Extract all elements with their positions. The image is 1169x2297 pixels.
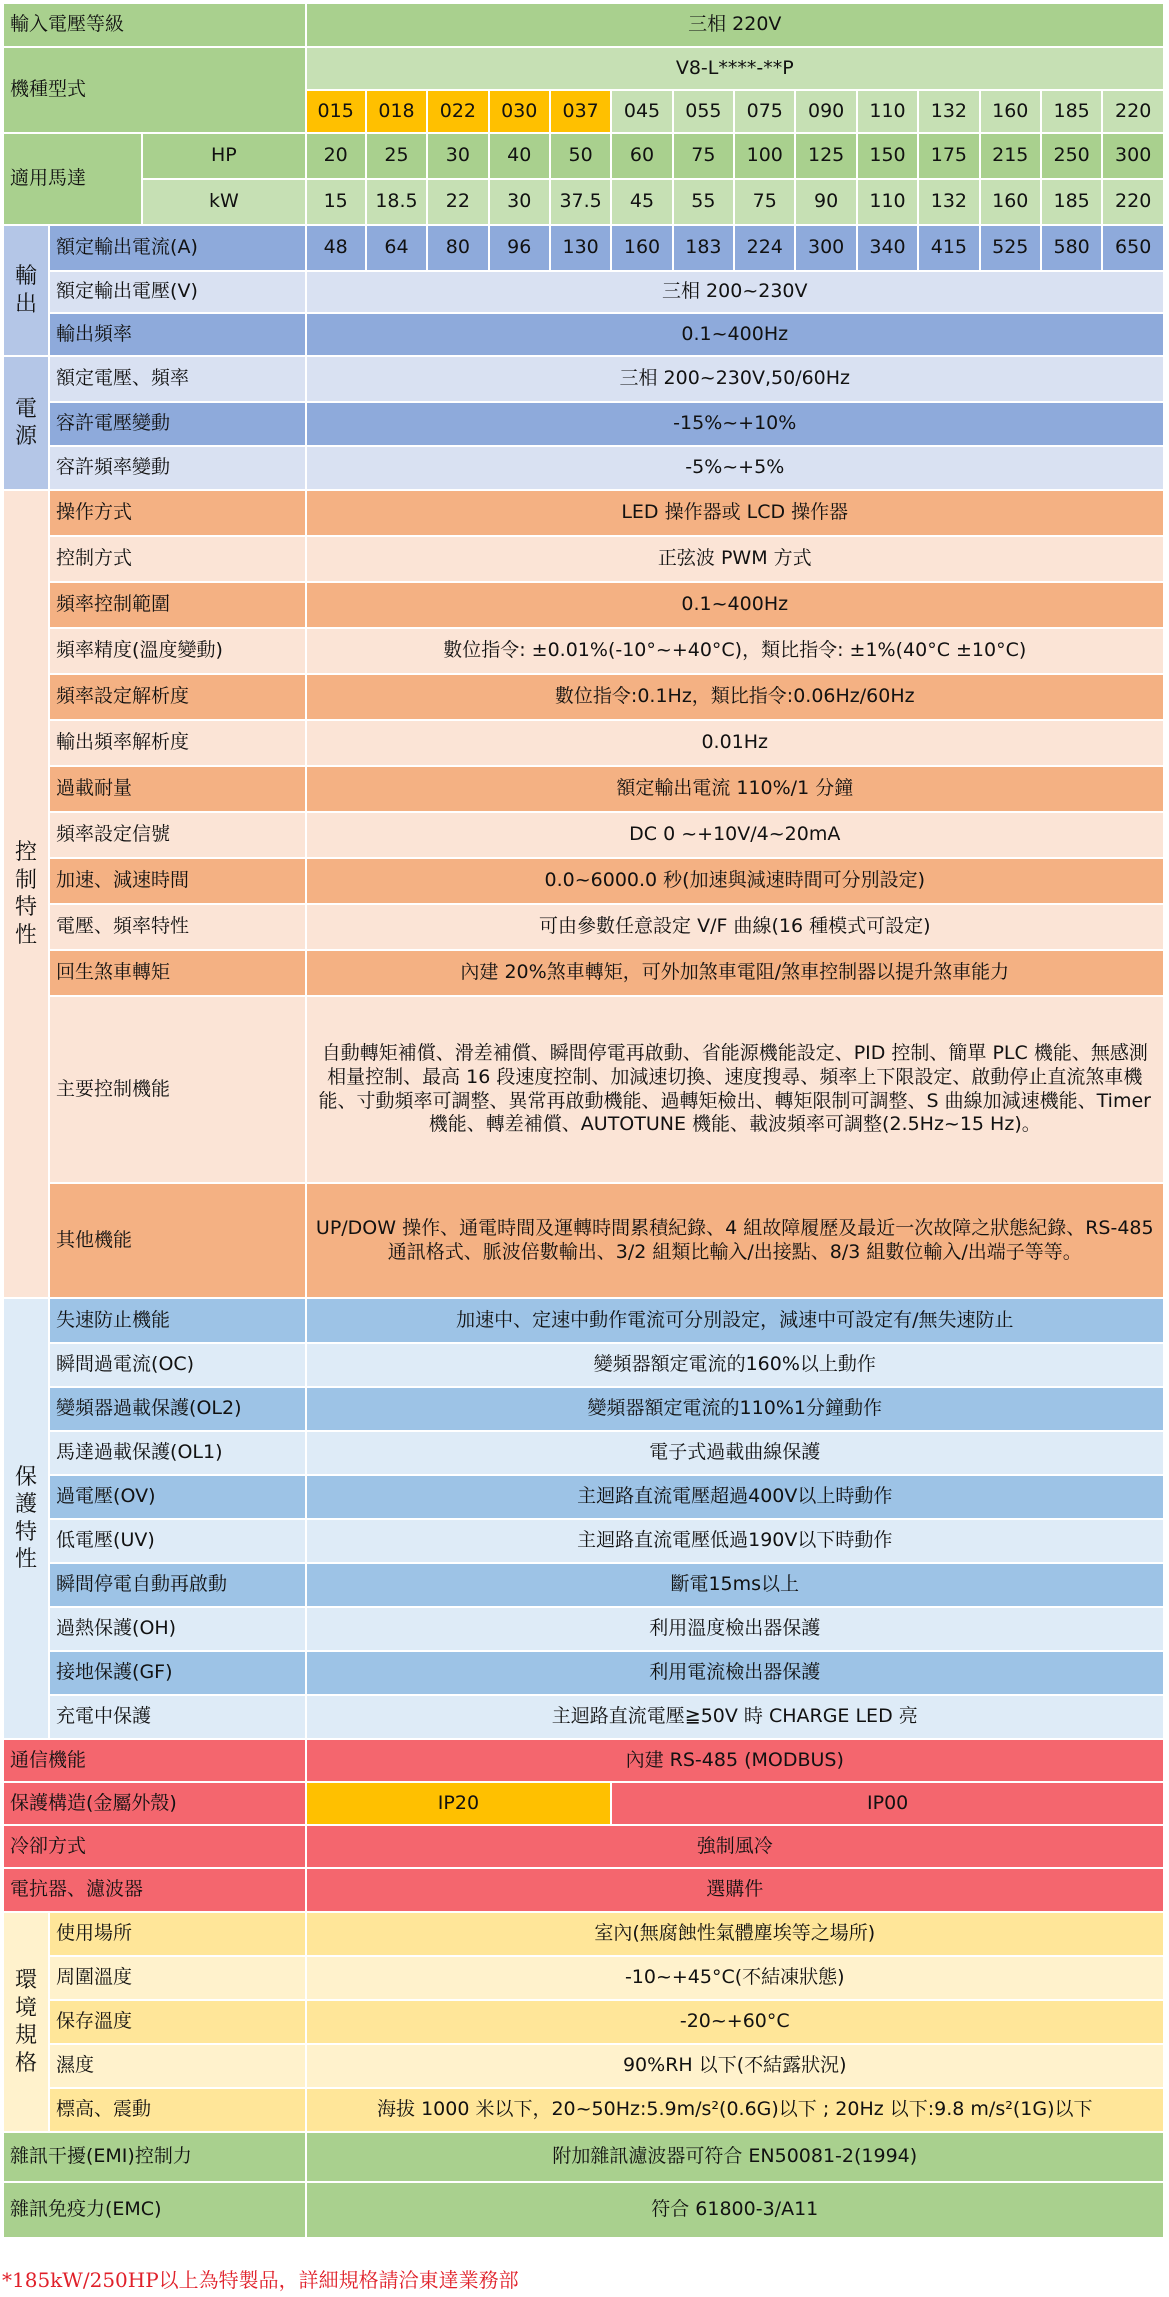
hp-value: 20 [306,133,366,179]
power-row-label: 容許頻率變動 [49,446,306,490]
model-code: 030 [489,90,550,133]
power-row-label: 容許電壓變動 [49,402,306,446]
kw-value: 55 [673,179,734,225]
output-current-value: 650 [1102,225,1164,271]
control-row-value: UP/DOW 操作、通電時間及運轉時間累積紀錄、4 組故障履歷及最近一次故障之狀態紀錄、RS-485 通訊格式、脈波倍數輸出、3/2 組類比輸入/出接點、8/3 組數位輸入/出端子等等。 [306,1183,1164,1298]
hp-value: 40 [489,133,550,179]
kw-value: 15 [306,179,366,225]
model-code: 132 [918,90,979,133]
comm-value: 內建 RS-485 (MODBUS) [306,1739,1164,1782]
kw-value: 110 [857,179,918,225]
protection-row-label: 過電壓(OV) [49,1475,306,1519]
control-row-label: 輸出頻率解析度 [49,720,306,766]
environment-row-label: 使用場所 [49,1912,306,1956]
emi-label: 雜訊干擾(EMI)控制力 [3,2132,306,2182]
control-row-value: 0.0~6000.0 秒(加速與減速時間可分別設定) [306,858,1164,904]
hp-value: 25 [366,133,427,179]
output-current-value: 525 [980,225,1041,271]
control-row-label: 加速、減速時間 [49,858,306,904]
hp-value: 100 [734,133,795,179]
model-code: 185 [1041,90,1102,133]
protection-row-label: 變頻器過載保護(OL2) [49,1387,306,1431]
power-row-value: -15%~+10% [306,402,1164,446]
emc-value: 符合 61800-3/A11 [306,2182,1164,2238]
protection-row-value: 主迴路直流電壓超過400V以上時動作 [306,1475,1164,1519]
environment-group-label: 環境規格 [3,1912,49,2132]
control-row-value: 內建 20%煞車轉矩，可外加煞車電阻/煞車控制器以提升煞車能力 [306,950,1164,996]
model-code: 075 [734,90,795,133]
output-current-value: 415 [918,225,979,271]
control-row-value: 額定輸出電流 110%/1 分鐘 [306,766,1164,812]
power-group-label: 電源 [3,356,49,490]
control-row-value: LED 操作器或 LCD 操作器 [306,490,1164,536]
kw-label: kW [142,179,305,225]
hp-value: 75 [673,133,734,179]
protection-row-value: 變頻器額定電流的160%以上動作 [306,1343,1164,1387]
hp-value: 215 [980,133,1041,179]
protection-row-label: 失速防止機能 [49,1298,306,1343]
control-row-value: 0.1~400Hz [306,582,1164,628]
output-current-value: 183 [673,225,734,271]
kw-value: 185 [1041,179,1102,225]
protection-row-label: 低電壓(UV) [49,1519,306,1563]
output-current-value: 48 [306,225,366,271]
control-row-value: 正弦波 PWM 方式 [306,536,1164,582]
output-current-value: 580 [1041,225,1102,271]
kw-value: 220 [1102,179,1164,225]
protection-row-value: 利用電流檢出器保護 [306,1651,1164,1695]
output-freq-value: 0.1~400Hz [306,313,1164,356]
control-row-label: 主要控制機能 [49,996,306,1183]
output-freq-label: 輸出頻率 [49,313,306,356]
output-voltage-label: 額定輸出電壓(V) [49,271,306,313]
kw-value: 18.5 [366,179,427,225]
input-voltage-value: 三相 220V [306,3,1164,47]
protection-row-label: 馬達過載保護(OL1) [49,1431,306,1475]
emi-value: 附加雜訊濾波器可符合 EN50081-2(1994) [306,2132,1164,2182]
model-code: 220 [1102,90,1164,133]
control-row-label: 控制方式 [49,536,306,582]
control-row-label: 電壓、頻率特性 [49,904,306,950]
cooling-label: 冷卻方式 [3,1825,306,1868]
kw-value: 75 [734,179,795,225]
protection-row-label: 瞬間停電自動再啟動 [49,1563,306,1607]
kw-value: 45 [611,179,672,225]
output-current-value: 160 [611,225,672,271]
control-row-value: 可由參數任意設定 V/F 曲線(16 種模式可設定) [306,904,1164,950]
output-current-value: 96 [489,225,550,271]
control-row-value: DC 0 ~+10V/4~20mA [306,812,1164,858]
control-row-label: 過載耐量 [49,766,306,812]
control-row-value: 數位指令:0.1Hz，類比指令:0.06Hz/60Hz [306,674,1164,720]
model-series: V8-L****-**P [306,47,1164,90]
footnote: *185kW/250HP以上為特製品，詳細規格請洽東達業務部 [2,2268,519,2292]
power-row-label: 額定電壓、頻率 [49,356,306,402]
protection-row-value: 利用溫度檢出器保護 [306,1607,1164,1651]
control-group-label: 控制特性 [3,490,49,1298]
model-code: 045 [611,90,672,133]
output-current-value: 224 [734,225,795,271]
model-code: 018 [366,90,427,133]
protection-row-label: 接地保護(GF) [49,1651,306,1695]
environment-row-label: 濕度 [49,2044,306,2088]
spec-table [2,2,1165,2239]
control-row-value: 數位指令: ±0.01%(-10°~+40°C)，類比指令: ±1%(40°C ±10°C) [306,628,1164,674]
control-row-value: 0.01Hz [306,720,1164,766]
motor-label: 適用馬達 [3,133,142,225]
kw-value: 22 [427,179,488,225]
power-row-value: -5%~+5% [306,446,1164,490]
control-row-label: 其他機能 [49,1183,306,1298]
environment-row-value: 室內(無腐蝕性氣體塵埃等之場所) [306,1912,1164,1956]
control-row-label: 頻率精度(溫度變動) [49,628,306,674]
output-current-label: 額定輸出電流(A) [49,225,306,271]
output-current-value: 300 [795,225,856,271]
environment-row-label: 保存溫度 [49,2000,306,2044]
output-current-value: 64 [366,225,427,271]
environment-row-value: -10~+45°C(不結凍狀態) [306,1956,1164,2000]
model-code: 090 [795,90,856,133]
hp-value: 50 [550,133,611,179]
model-code: 110 [857,90,918,133]
environment-row-value: -20~+60°C [306,2000,1164,2044]
comm-label: 通信機能 [3,1739,306,1782]
kw-value: 90 [795,179,856,225]
output-current-value: 340 [857,225,918,271]
cooling-value: 強制風冷 [306,1825,1164,1868]
hp-value: 250 [1041,133,1102,179]
enclosure-label: 保護構造(金屬外殼) [3,1782,306,1825]
control-row-label: 操作方式 [49,490,306,536]
environment-row-value: 90%RH 以下(不結露狀況) [306,2044,1164,2088]
enclosure-ip20: IP20 [306,1782,612,1825]
power-row-value: 三相 200~230V,50/60Hz [306,356,1164,402]
emc-label: 雜訊免疫力(EMC) [3,2182,306,2238]
model-code: 037 [550,90,611,133]
protection-row-value: 電子式過載曲線保護 [306,1431,1164,1475]
hp-value: 125 [795,133,856,179]
protection-group-label: 保護特性 [3,1298,49,1739]
control-row-label: 回生煞車轉矩 [49,950,306,996]
protection-row-value: 主迴路直流電壓低過190V以下時動作 [306,1519,1164,1563]
output-voltage-value: 三相 200~230V [306,271,1164,313]
protection-row-value: 變頻器額定電流的110%1分鐘動作 [306,1387,1164,1431]
control-row-value: 自動轉矩補償、滑差補償、瞬間停電再啟動、省能源機能設定、PID 控制、簡單 PLC 機能、無感測相量控制、最高 16 段速度控制、加減速切換、速度搜尋、頻率上下限設定、啟動停止直流煞車機能、寸動頻率可調整、異常再啟動機能、過轉矩檢出、轉矩限制可調整、S 曲線加減速機能、Timer 機能、轉差補償、AUTOTUNE 機能、載波頻率可調整(2.5Hz~15 Hz)。 [306,996,1164,1183]
control-row-label: 頻率設定解析度 [49,674,306,720]
model-code: 160 [980,90,1041,133]
reactor-value: 選購件 [306,1868,1164,1912]
output-group-label: 輸出 [3,225,49,356]
input-voltage-label: 輸入電壓等級 [3,3,306,47]
model-label: 機種型式 [3,47,306,133]
hp-value: 60 [611,133,672,179]
environment-row-label: 標高、震動 [49,2088,306,2132]
hp-value: 30 [427,133,488,179]
reactor-label: 電抗器、濾波器 [3,1868,306,1912]
protection-row-label: 瞬間過電流(OC) [49,1343,306,1387]
environment-row-label: 周圍溫度 [49,1956,306,2000]
kw-value: 132 [918,179,979,225]
protection-row-value: 加速中、定速中動作電流可分別設定，減速中可設定有/無失速防止 [306,1298,1164,1343]
protection-row-value: 斷電15ms以上 [306,1563,1164,1607]
hp-value: 150 [857,133,918,179]
hp-value: 175 [918,133,979,179]
hp-label: HP [142,133,305,179]
protection-row-label: 充電中保護 [49,1695,306,1739]
control-row-label: 頻率控制範圍 [49,582,306,628]
model-code: 055 [673,90,734,133]
kw-value: 30 [489,179,550,225]
output-current-value: 130 [550,225,611,271]
model-code: 022 [427,90,488,133]
hp-value: 300 [1102,133,1164,179]
protection-row-label: 過熱保護(OH) [49,1607,306,1651]
protection-row-value: 主迴路直流電壓≧50V 時 CHARGE LED 亮 [306,1695,1164,1739]
environment-row-value: 海拔 1000 米以下，20~50Hz:5.9m/s²(0.6G)以下 ; 20Hz 以下:9.8 m/s²(1G)以下 [306,2088,1164,2132]
output-current-value: 80 [427,225,488,271]
control-row-label: 頻率設定信號 [49,812,306,858]
kw-value: 160 [980,179,1041,225]
model-code: 015 [306,90,366,133]
enclosure-ip00: IP00 [611,1782,1164,1825]
kw-value: 37.5 [550,179,611,225]
